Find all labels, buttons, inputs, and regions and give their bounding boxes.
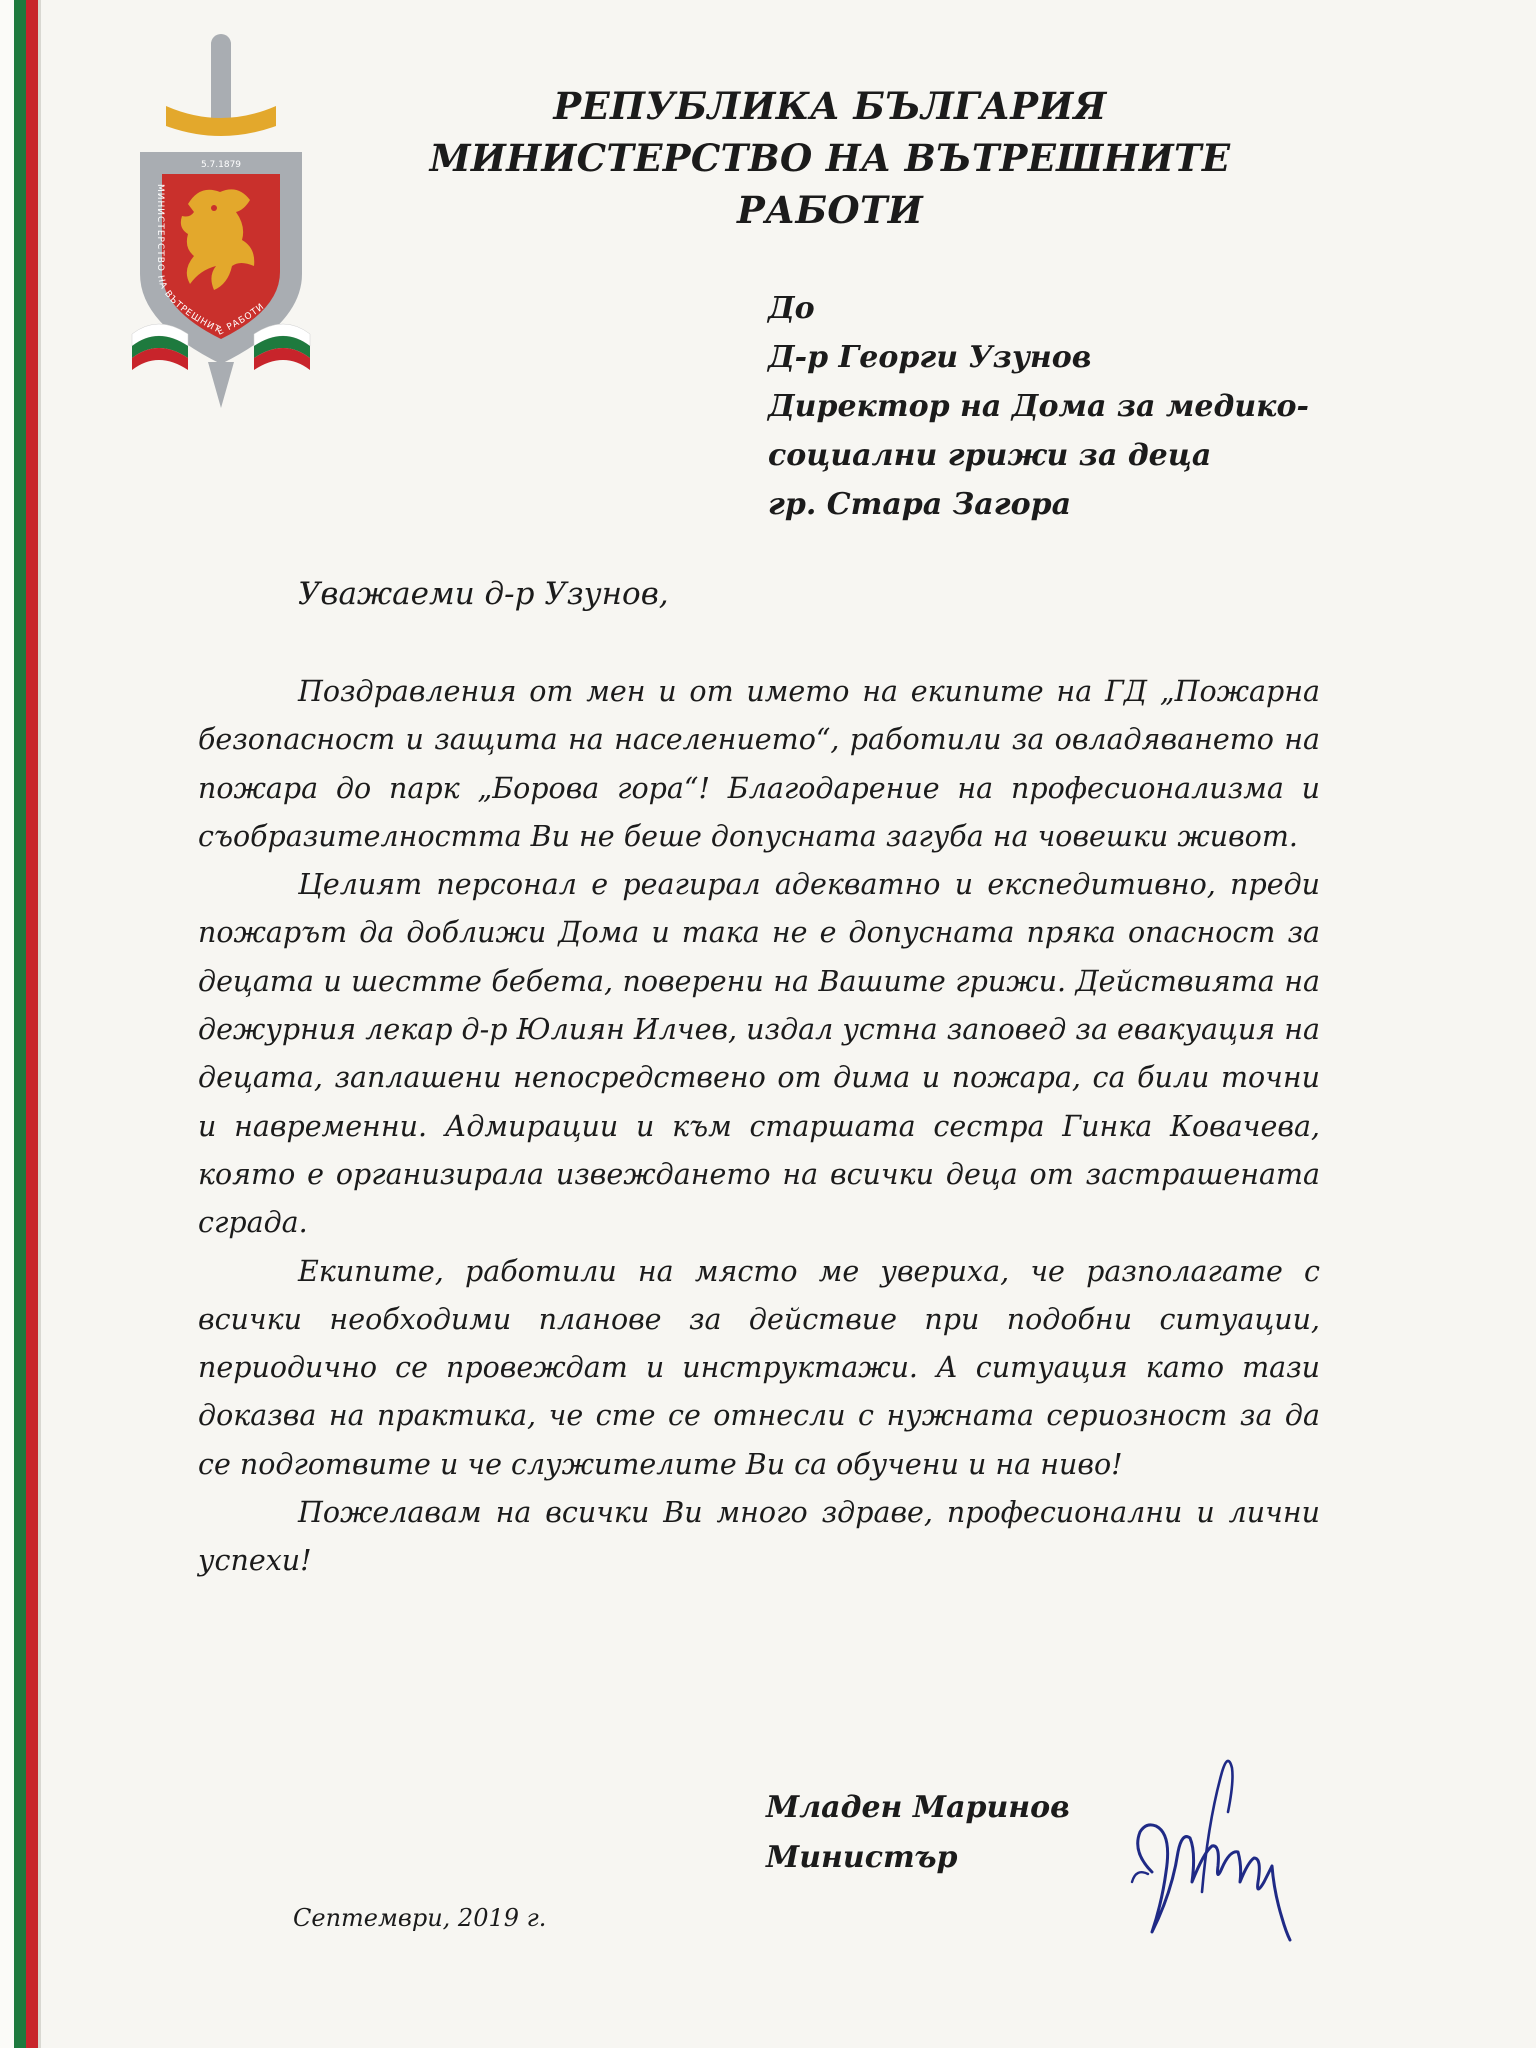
recipient-city: гр. Стара Загора [768,487,1072,522]
recipient-block [768,284,1388,529]
recipient-title-line2: социални грижи за деца [768,438,1212,473]
heading-country: РЕПУБЛИКА БЪЛГАРИЯ [553,84,1107,128]
page-edge-shadow [38,0,41,2048]
letter-body [198,668,1320,1586]
recipient-to: До [768,291,815,326]
flag-stripe-white [0,0,14,2048]
ministry-heading [330,80,1330,236]
heading-ministry: МИНИСТЕРСТВО НА ВЪТРЕШНИТЕ РАБОТИ [429,136,1231,232]
signatory-position: Министър [766,1840,958,1875]
signatory-block [766,1783,1070,1883]
letter-date: Септември, 2019 г. [293,1904,547,1932]
body-paragraph-4: Пожелавам на всички Ви много здраве, професионални и лични успехи! [198,1496,1320,1578]
recipient-name: Д-р Георги Узунов [768,340,1092,375]
body-paragraph-1: Поздравления от мен и от името на екипите на ГД „Пожарна безопасност и защита на населението“, работили за овладяването на пожара до парк „Борова гора“! Благодарение на професионализма и съобразителността Ви не беше допусната загуба на човешки живот. [198,675,1320,853]
svg-text:МИНИСТЕРСТВО НА ВЪТРЕШНИТЕ РАБ: МИНИСТЕРСТВО НА ВЪТРЕШНИТЕ РАБОТИ [154,184,267,338]
body-paragraph-2: Целият персонал е реагирал адекватно и експедитивно, преди пожарът да доближи Дома и така не е допусната пряка опасност за децата и шестте бебета, поверени на Вашите грижи. Действията на дежурния лекар д-р Юлиян Илчев, издал устна заповед за евакуация на децата, заплашени непосредствено от дима и пожара, са били точни и навременни. Адмирации и към старшата сестра Гинка Ковачева, която е организирала извеждането на всички деца от застрашената сграда. [198,868,1320,1240]
handwritten-signature-icon [1112,1742,1302,1957]
salutation: Уважаеми д-р Узунов, [298,576,669,612]
recipient-title-line1: Директор на Дома за медико- [768,389,1309,424]
flag-stripe-red [26,0,38,2048]
flag-stripe-green [14,0,26,2048]
svg-text:5.7.1879: 5.7.1879 [200,160,242,170]
mvr-emblem-icon [128,34,314,414]
body-paragraph-3: Екипите, работили на място ме увериха, че разполагате с всички необходими планове за действие при подобни ситуации, периодично се провеждат и инструктажи. А ситуация като тази доказва на практика, че сте се отнесли с нужната сериозност за да се подготвите и че служителите Ви са обучени и на ниво! [198,1254,1320,1481]
signatory-name: Младен Маринов [766,1790,1070,1825]
